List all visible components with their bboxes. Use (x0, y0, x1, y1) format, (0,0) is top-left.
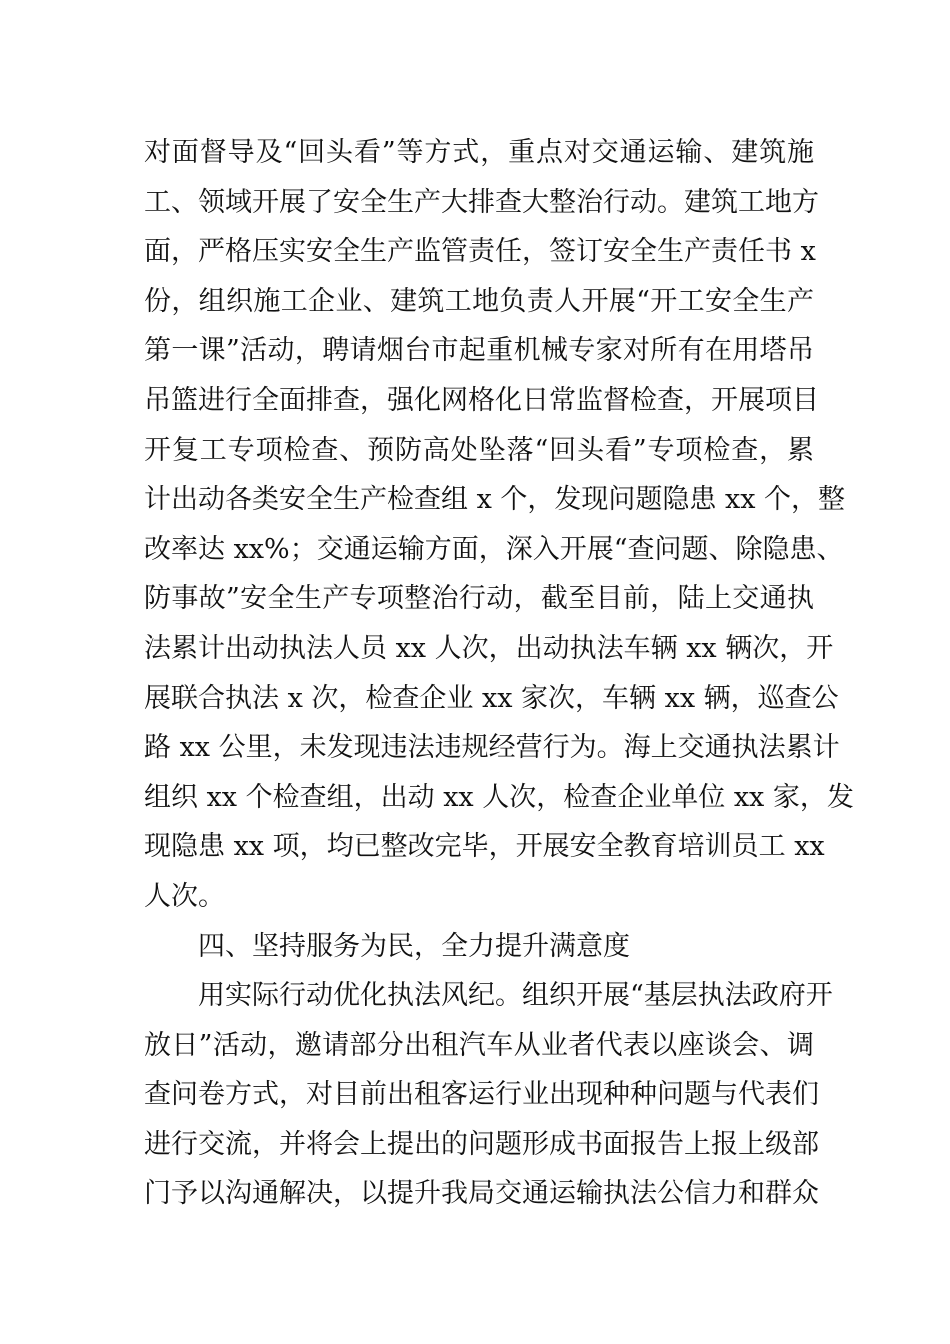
paragraph-line: 查问卷方式，对目前出租客运行业出现种种问题与代表们 (144, 1079, 819, 1111)
paragraph-1 (144, 128, 854, 922)
paragraph-line: 路 xx 公里，未发现违法违规经营行为。海上交通执法累计 (144, 732, 840, 764)
paragraph-line: 对面督导及“回头看”等方式，重点对交通运输、建筑施 (144, 137, 814, 168)
paragraph-line: 份，组织施工企业、建筑工地负责人开展“开工安全生产 (144, 285, 814, 317)
paragraph-line: 放日”活动，邀请部分出租汽车从业者代表以座谈会、调 (144, 1029, 814, 1061)
section-heading: 四、坚持服务为民，全力提升满意度 (198, 930, 630, 962)
paragraph-line: 工、领域开展了安全生产大排查大整治行动。建筑工地方 (144, 186, 819, 218)
document-body (144, 128, 854, 1219)
paragraph-line: 人次。 (144, 880, 225, 912)
paragraph-line: 吊篮进行全面排查，强化网格化日常监督检查，开展项目 (144, 384, 819, 416)
paragraph-line: 门予以沟通解决，以提升我局交通运输执法公信力和群众 (144, 1178, 819, 1210)
paragraph-line: 进行交流，并将会上提出的问题形成书面报告上报上级部 (144, 1128, 819, 1160)
paragraph-line: 开复工专项检查、预防高处坠落“回头看”专项检查，累 (144, 434, 814, 466)
paragraph-line: 展联合执法 x 次，检查企业 xx 家次，车辆 xx 辆，巡查公 (144, 682, 839, 714)
paragraph-line: 改率达 xx%；交通运输方面，深入开展“查问题、除隐患、 (144, 533, 844, 565)
paragraph-line: 现隐患 xx 项，均已整改完毕，开展安全教育培训员工 xx (144, 831, 825, 863)
paragraph-line: 计出动各类安全生产检查组 x 个，发现问题隐患 xx 个，整 (144, 484, 846, 516)
paragraph-line: 用实际行动优化执法风纪。组织开展“基层执法政府开 (198, 980, 833, 1012)
paragraph-line: 组织 xx 个检查组，出动 xx 人次，检查企业单位 xx 家，发 (144, 781, 854, 813)
paragraph-line: 第一课”活动，聘请烟台市起重机械专家对所有在用塔吊 (144, 335, 814, 367)
paragraph-line: 面，严格压实安全生产监管责任，签订安全生产责任书 x (144, 236, 816, 268)
paragraph-line: 防事故”安全生产专项整治行动，截至目前，陆上交通执 (144, 583, 814, 615)
paragraph-2 (144, 971, 833, 1219)
paragraph-line: 法累计出动执法人员 xx 人次，出动执法车辆 xx 辆次，开 (144, 632, 834, 664)
